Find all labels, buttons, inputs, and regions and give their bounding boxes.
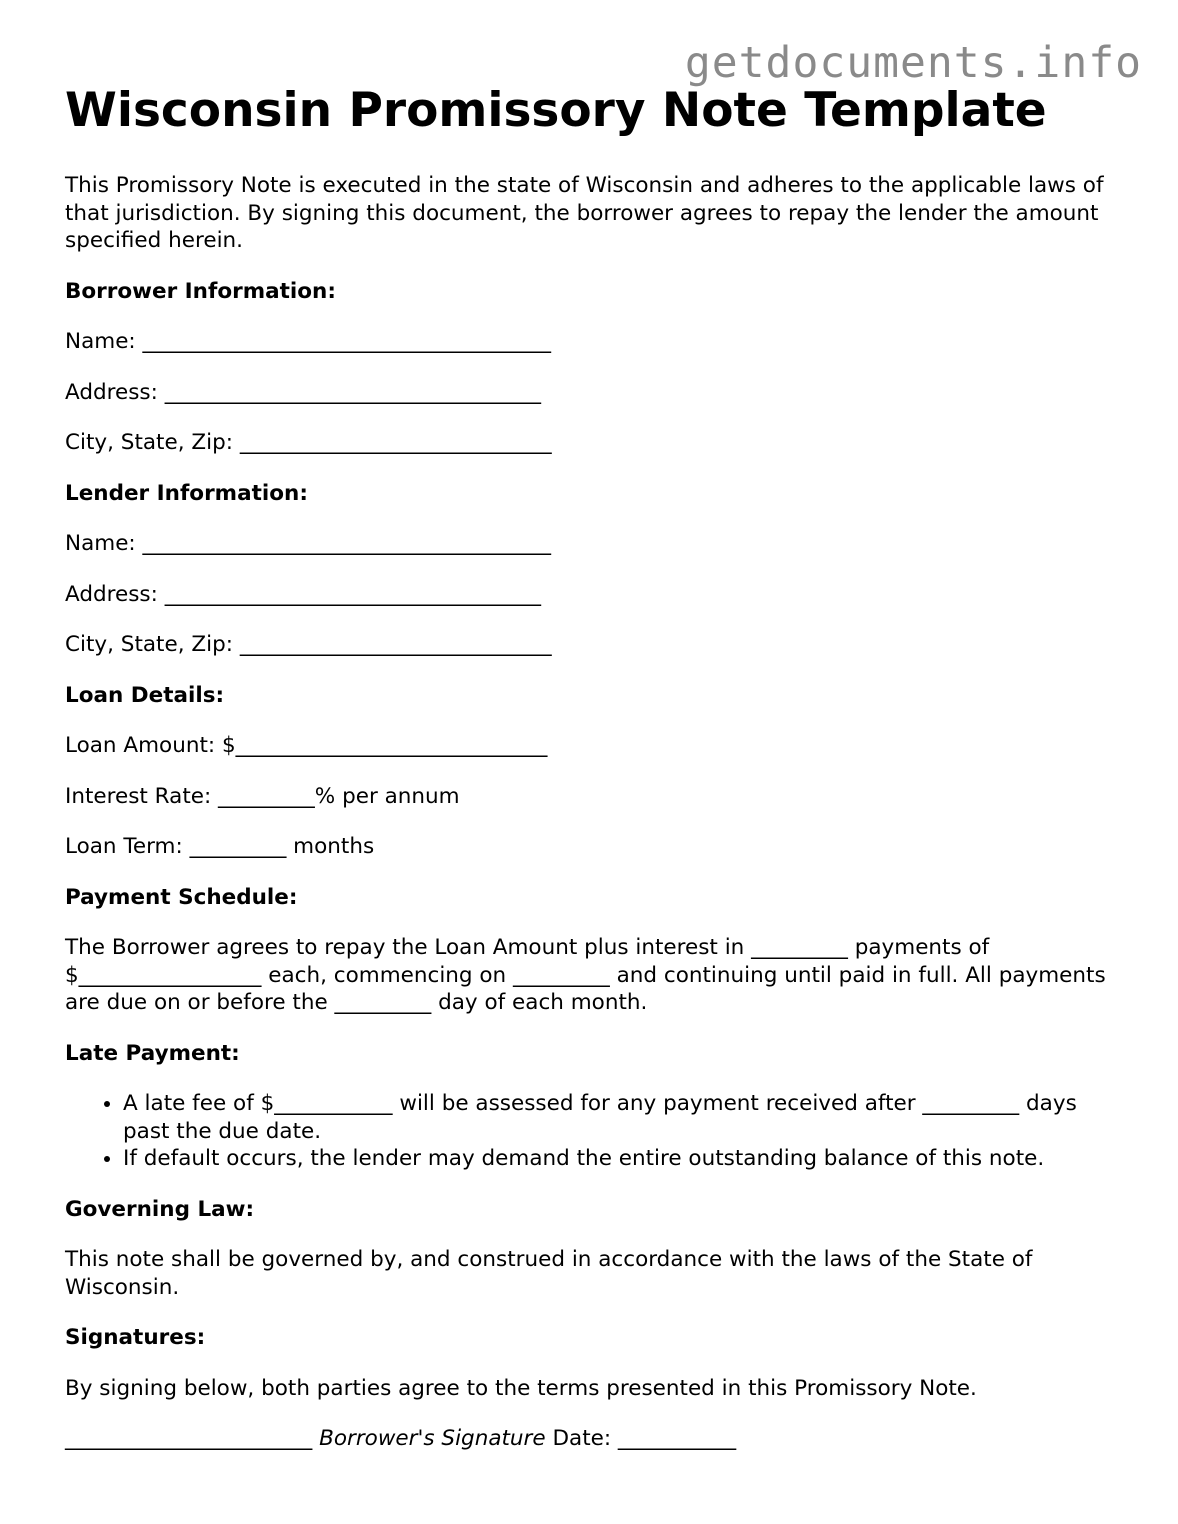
loan-amount-field[interactable]: Loan Amount: $_____________________________ <box>65 733 548 758</box>
lender-name-field[interactable]: Name: ______________________________________ <box>65 531 552 556</box>
borrower-address-field[interactable]: Address: ___________________________________ <box>65 379 541 405</box>
lender-city-field[interactable]: City, State, Zip: _____________________________ <box>65 632 552 657</box>
signature-date-field[interactable]: Date: ___________ <box>552 1426 737 1451</box>
list-item: • If default occurs, the lender may demand the entire outstanding balance of this note. <box>123 1145 1125 1173</box>
signatures-heading: Signatures: <box>65 1325 206 1350</box>
borrower-name-field[interactable]: Name: ______________________________________ <box>65 329 552 354</box>
borrower-heading: Borrower Information: <box>65 278 336 304</box>
signature-line[interactable]: _______________________ <box>65 1426 313 1451</box>
late-payment-list <box>65 1090 1125 1173</box>
lender-heading: Lender Information: <box>65 480 308 506</box>
watermark: getdocuments.info <box>684 38 1142 88</box>
loan-term-field[interactable]: Loan Term: _________ months <box>65 834 375 859</box>
intro-paragraph: This Promissory Note is executed in the state of Wisconsin and adheres to the applicable laws of that jurisdiction. By signing this document, the borrower agrees to repay the lender the amount specified herein. <box>65 173 1104 253</box>
list-item: • A late fee of $___________ will be assessed for any payment received after _________ days past the due date. <box>123 1090 1125 1145</box>
payment-schedule-text: The Borrower agrees to repay the Loan Amount plus interest in _________ payments of $_________________ each, commencing on _________ and continuing until paid in full. All payments are due on or before the _________ day of each month. <box>65 935 1106 1015</box>
governing-law-text: This note shall be governed by, and construed in accordance with the laws of the State of Wisconsin. <box>65 1247 1033 1300</box>
interest-rate-field[interactable]: Interest Rate: _________% per annum <box>65 783 460 809</box>
payment-schedule-heading: Payment Schedule: <box>65 884 298 910</box>
document-page <box>65 80 1125 1453</box>
lender-address-field[interactable]: Address: ___________________________________ <box>65 581 541 607</box>
governing-law-heading: Governing Law: <box>65 1196 255 1222</box>
page-title: Wisconsin Promissory Note Template <box>65 83 1047 138</box>
borrower-city-field[interactable]: City, State, Zip: _____________________________ <box>65 430 552 455</box>
signature-label: Borrower's Signature <box>319 1426 546 1451</box>
loan-details-heading: Loan Details: <box>65 682 225 708</box>
signatures-text: By signing below, both parties agree to the terms presented in this Promissory Note. <box>65 1375 977 1401</box>
late-payment-heading: Late Payment: <box>65 1040 240 1066</box>
borrower-signature-row <box>65 1425 1125 1453</box>
